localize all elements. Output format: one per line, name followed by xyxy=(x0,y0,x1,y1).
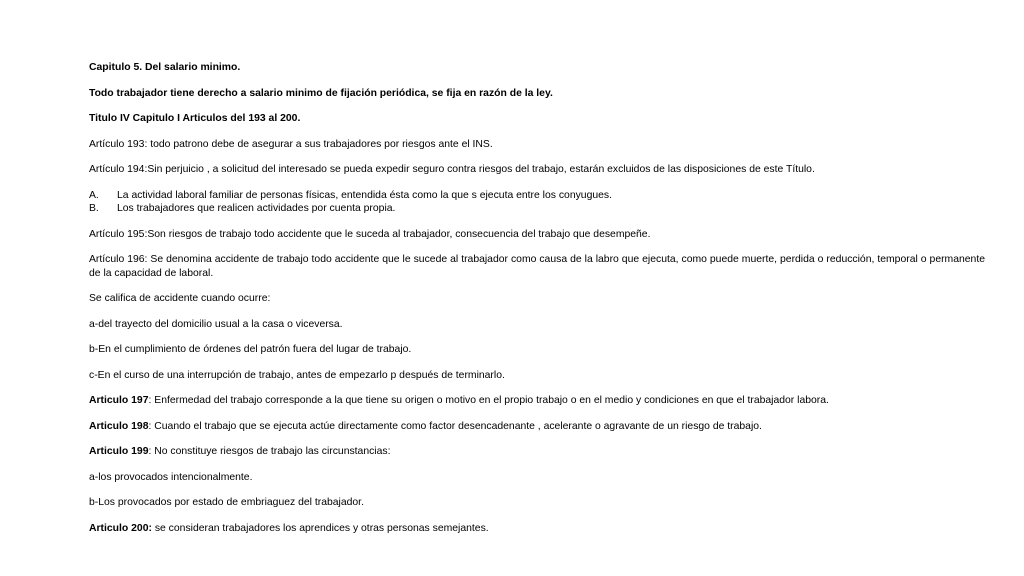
article-197 xyxy=(89,394,985,408)
accident-case-a: a-del trayecto del domicilio usual a la casa o viceversa. xyxy=(89,318,343,330)
list-marker: A. xyxy=(89,189,99,201)
article-200 xyxy=(89,522,985,536)
accident-qualifier: Se califica de accidente cuando ocurre: xyxy=(89,293,271,304)
exclusions-list xyxy=(89,189,985,216)
article-200-label: Articulo 200: xyxy=(89,522,152,534)
article-196: Artículo 196: Se denomina accidente de trabajo todo accidente que le sucede al trabajador como causa de la labro que ejecuta, como puede muerte, perdida o reducción, temporal o permanente de la capacidad de laboral. xyxy=(89,254,985,279)
list-marker: B. xyxy=(89,203,99,214)
list-item-text: La actividad laboral familiar de personas físicas, entendida ésta como la que s ejecuta entre los conyugues. xyxy=(117,189,613,201)
list-item-text: Los trabajadores que realicen actividades por cuenta propia. xyxy=(117,203,396,214)
article-199-text: : No constituye riesgos de trabajo las circunstancias: xyxy=(148,446,391,457)
article-199-case-b: b-Los provocados por estado de embriaguez del trabajador. xyxy=(89,497,364,508)
article-199 xyxy=(89,445,985,459)
article-193: Artículo 193: todo patrono debe de asegurar a sus trabajadores por riesgos ante el INS. xyxy=(89,138,493,150)
article-194: Artículo 194:Sin perjuicio , a solicitud del interesado se pueda expedir seguro contra riesgos del trabajo, estarán excluidos de las disposiciones de este Título. xyxy=(89,164,815,175)
accident-case-c: c-En el curso de una interrupción de trabajo, antes de empezarlo p después de terminarlo. xyxy=(89,369,505,381)
article-198 xyxy=(89,420,985,434)
article-199-case-a: a-los provocados intencionalmente. xyxy=(89,471,253,483)
document-body xyxy=(89,61,985,547)
article-197-label: Articulo 197 xyxy=(89,395,149,406)
article-199-label: Articulo 199 xyxy=(89,446,149,457)
article-195: Artículo 195:Son riesgos de trabajo todo accidente que le suceda al trabajador, consecuencia del trabajo que desempeñe. xyxy=(89,228,651,240)
article-197-text: : Enfermedad del trabajo corresponde a la que tiene su origen o motivo en el propio trabajo o en el medio y condiciones en que el trabajador labora. xyxy=(148,395,829,406)
chapter-heading: Capitulo 5. Del salario minimo. xyxy=(89,62,241,73)
title-heading: Titulo IV Capitulo I Articulos del 193 al 200. xyxy=(89,113,301,124)
list-item xyxy=(89,202,985,216)
article-200-text: se consideran trabajadores los aprendices y otras personas semejantes. xyxy=(151,522,489,534)
accident-case-b: b-En el cumplimiento de órdenes del patrón fuera del lugar de trabajo. xyxy=(89,344,412,355)
list-item xyxy=(89,189,985,203)
minimum-wage-statement: Todo trabajador tiene derecho a salario minimo de fijación periódica, se fija en razón de la ley. xyxy=(89,87,553,99)
article-198-label: Articulo 198 xyxy=(89,420,149,432)
article-198-text: : Cuando el trabajo que se ejecuta actúe directamente como factor desencadenante , acelerante o agravante de un riesgo de trabajo. xyxy=(148,420,762,432)
